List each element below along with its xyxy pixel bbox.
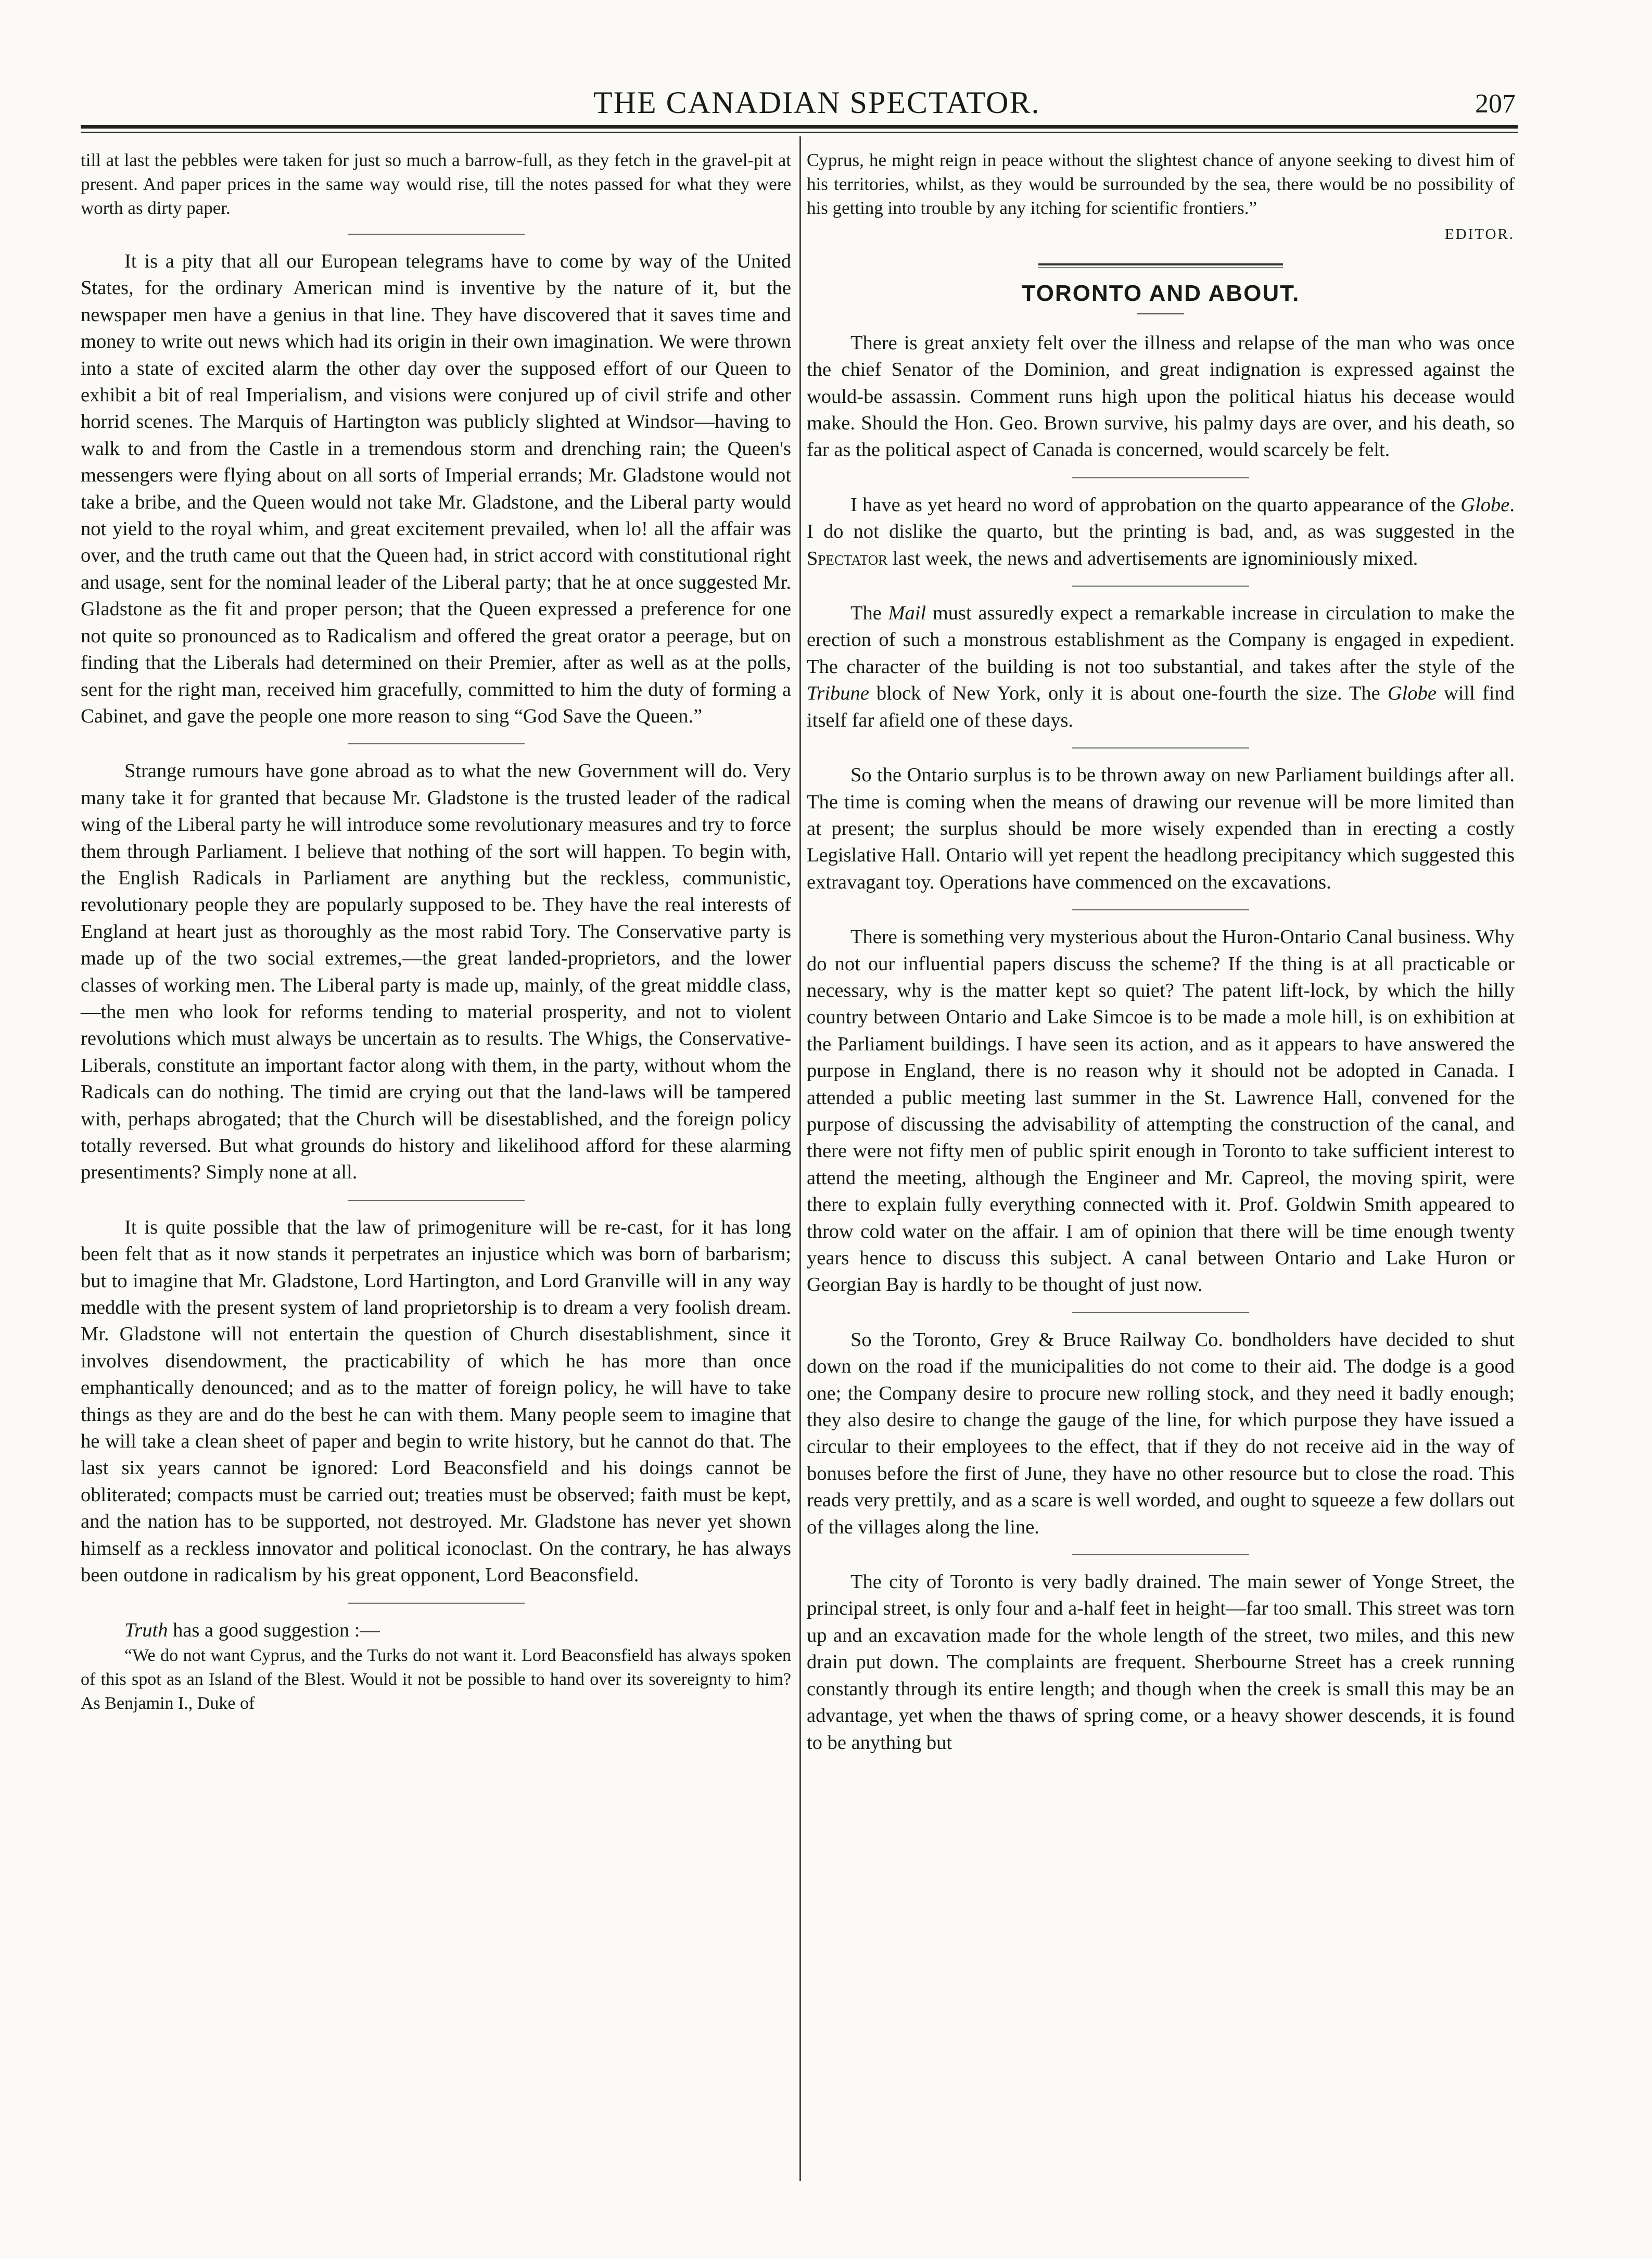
mail-paragraph [807, 600, 1515, 734]
editor-signature: EDITOR. [1444, 226, 1515, 243]
spectator-title: Spectator [807, 547, 888, 569]
heading-rule [1137, 313, 1184, 314]
primogeniture-paragraph: It is quite possible that the law of primogeniture will be re-cast, for it has long been felt that as it now stands it perpetrates an injustice which was born of barbarism; but to imagine that Mr. Gladstone, Lord Hartington, and Lord Granville will in any way meddle with the present system of land proprietorship is to dream a very foolish dream. Mr. Gladstone will not entertain the question of Church disestablishment, since it involves disendowment, the practicability of which he has more than once emphantically denounced; and as to the matter of foreign policy, he will have to take things as they are and do the best he can with them. Many people seem to imagine that he will take a clean sheet of paper and begin to write history, but he cannot do that. The last six years cannot be ignored: Lord Beaconsfield and his doings cannot be obliterated; compacts must be carried out; treaties must be observed; faith must be kept, and the nation has to be supported, not destroyed. Mr. Gladstone has never yet shown himself as a reckless innovator and political iconoclast. On the contrary, he has always been outdone in radicalism by his great opponent, Lord Beaconsfield. [81, 1216, 791, 1587]
paragraph-separator [1072, 586, 1249, 587]
drainage-paragraph: The city of Toronto is very badly drained. The main sewer of Yonge Street, the principal street, is only four and a-half feet in height—far too small. This street was torn up and an excavation made for the whole length of the street, two miles, and this new drain put down. The complaints are frequent. Sherbourne Street has a creek running constantly through its entire length; and though when the creek is small this may be an advantage, yet when the thaws of spring come, or a heavy shower descends, it is found to be anything but [807, 1571, 1515, 1754]
globe-text-a: I have as yet heard no word of approbation on the quarto appearance of the [850, 493, 1461, 516]
mail-text-c: must assuredly expect a remarkable increase in circulation to make the erection of such a monstrous establishment as the Company is engaged in expedient. The character of the building is not too substantial, and takes after the style of the [807, 602, 1515, 678]
paragraph-separator [348, 1200, 525, 1201]
column-divider [799, 136, 801, 2181]
paragraph-separator [348, 1603, 525, 1604]
section-separator [1038, 263, 1283, 268]
mail-text-a: The [850, 602, 888, 625]
paragraph-separator [1072, 1554, 1249, 1555]
paragraph-separator [1072, 909, 1249, 910]
railway-paragraph: So the Toronto, Grey & Bruce Railway Co. bondholders have decided to shut down on the road if the municipalities do not come to their aid. The dodge is a good one; the Company desire to procure new rolling stock, and they need it badly enough; they also desire to change the gauge of the line, for which purpose they have issued a circular to their employees to the effect, that if they do not receive aid in the way of bonuses before the first of June, they have no other resource but to close the road. This reads very prettily, and as a scare is well worded, and ought to squeeze a few dollars out of the villages along the line. [807, 1328, 1515, 1538]
masthead-rule [81, 125, 1518, 133]
right-column [807, 148, 1515, 1756]
page-number: 207 [1475, 89, 1516, 119]
truth-intro-text: has a good suggestion :— [168, 1619, 380, 1641]
paragraph-separator [348, 234, 525, 235]
truth-title: Truth [124, 1619, 168, 1641]
cyprus-quote-end: Cyprus, he might reign in peace without the slightest chance of anyone seeking to divest him of his territories, whilst, as they would be surrounded by the sea, there would be no possibility of his getting into trouble by any itching for scientific frontiers.” [807, 150, 1515, 218]
continued-paragraph: till at last the pebbles were taken for just so much a barrow-full, as they fetch in the gravel-pit at present. And paper prices in the same way would rise, till the notes passed for what they were worth as dirty paper. [81, 150, 791, 218]
mail-text-e: block of New York, only it is about one-fourth the size. The [869, 682, 1388, 705]
truth-intro [81, 1617, 791, 1644]
globe-text-c: . I do not dislike the quarto, but the printing is bad, and, as was suggested in the [807, 493, 1515, 543]
globe-title-2: Globe [1387, 682, 1437, 705]
canal-paragraph: There is something very mysterious about the Huron-Ontario Canal business. Why do not our influential papers discuss the scheme? If the thing is at all practicable or necessary, why is the matter kept so quiet? The patent lift-lock, by which the hilly country between Ontario and Lake Simcoe is to be made a mole hill, is on exhibition at the Parliament buildings. I have seen its action, and as it appears to have answered the purpose in England, there is no reason why it should not be adopted in Canada. I attended a public meeting last summer in the St. Lawrence Hall, convened for the purpose of discussing the advisability of attempting the construction of the canal, and there were not fifty men of public spirit enough in Toronto to take sufficient interest to attend the meeting, although the Engineer and Mr. Capreol, the moving spirit, were there to explain fully everything connected with it. Prof. Goldwin Smith appeared to throw cold water on the affair. I am of opinion that there will be time enough twenty years hence to discuss this subject. A canal between Ontario and Lake Huron or Georgian Bay is hardly to be thought of just now. [807, 926, 1515, 1296]
telegrams-paragraph: It is a pity that all our European telegrams have to come by way of the United States, for the ordinary American mind is inventive by the nature of it, but the newspaper men have a genius in that line. They have discovered that it saves time and money to write out news which had its origin in their own imagination. We were thrown into a state of excited alarm the other day over the supposed effort of our Queen to exhibit a bit of real Imperialism, and visions were conjured up of civil strife and other horrid scenes. The Marquis of Hartington was publicly slighted at Windsor—having to walk to and from the Castle in a tremendous storm and drenching rain; the Queen's messengers were flying about on all sorts of Imperial errands; Mr. Gladstone would not take a bribe, and the Queen would not take Mr. Gladstone, and the Liberal party would not yield to the royal whim, and great excitement prevailed, when lo! all the affair was over, and the truth came out that the Queen had, in strict accord with constitutional right and usage, sent for the nominal leader of the Liberal party; that he at once suggested Mr. Gladstone as the fit and proper person; that the Queen expressed a preference for one not quite so pronounced as to Radicalism and offered the great orator a peerage, but on finding that the Liberals had determined on their Premier, after as well as at the polls, sent for the right man, received him gracefully, committed to him the duty of forming a Cabinet, and gave the people one more reason to sing “God Save the Queen.” [81, 250, 791, 727]
tribune-title: Tribune [807, 682, 869, 705]
paragraph-separator [1072, 1312, 1249, 1313]
rumours-paragraph: Strange rumours have gone abroad as to what the new Government will do. Very many take it for granted that because Mr. Gladstone is the trusted leader of the radical wing of the Liberal party he will introduce some revolutionary measures and try to force them through Parliament. I believe that nothing of the sort will happen. To begin with, the English Radicals in Parliament are anything but the reckless, communistic, revolutionary people they are popularly supposed to be. They have the real interests of England at heart just as thoroughly as the most rabid Tory. The Conservative party is made up of the two social extremes,—the great landed-proprietors, and the lower classes of working men. The Liberal party is made up, mainly, of the great middle class,—the men who look for reforms tending to material prosperity, and not to violent revolutions which must always be uncertain as to results. The Whigs, the Conservative-Liberals, constitute an important factor along with them, in the party, without whom the Radicals can do nothing. The timid are crying out that the land-laws will be tampered with, perhaps abrogated; that the Church will be disestablished, and the foreign policy totally reversed. But what grounds do history and likelihood afford for these alarming presentiments? Simply none at all. [81, 760, 791, 1184]
surplus-paragraph: So the Ontario surplus is to be thrown away on new Parliament buildings after all. The time is coming when the means of drawing our revenue will be more limited than at present; the surplus should be more wisely expended than in erecting a costly Legislative Hall. Ontario will yet repent the headlong precipitancy which suggested this extravagant toy. Operations have commenced on the excavations. [807, 764, 1515, 893]
paragraph-separator [1072, 747, 1249, 748]
masthead-title: THE CANADIAN SPECTATOR. [593, 85, 1040, 120]
globe-paragraph [807, 492, 1515, 572]
left-column [81, 148, 791, 1716]
paragraph-separator [348, 743, 525, 744]
globe-text-e: last week, the news and advertisements are ignominiously mixed. [887, 547, 1418, 569]
cyprus-quote-start: “We do not want Cyprus, and the Turks do not want it. Lord Beaconsfield has always spoken of this spot as an Island of the Blest. Would it not be possible to hand over its sovereignty to him? As Benjamin I., Duke of [81, 1645, 791, 1713]
globe-title: Globe [1460, 493, 1510, 516]
senator-paragraph: There is great anxiety felt over the illness and relapse of the man who was once the chief Senator of the Dominion, and great indignation is expressed against the would-be assassin. Comment runs high upon the political hiatus his decease would make. Should the Hon. Geo. Brown survive, his palmy days are over, and his death, so far as the political aspect of Canada is concerned, would scarcely be felt. [807, 332, 1515, 461]
section-heading: TORONTO AND ABOUT. [1021, 281, 1300, 307]
paragraph-separator [1072, 477, 1249, 478]
mail-text-g: will find itself far afield one of these days. [807, 682, 1515, 731]
mail-title: Mail [888, 602, 926, 625]
